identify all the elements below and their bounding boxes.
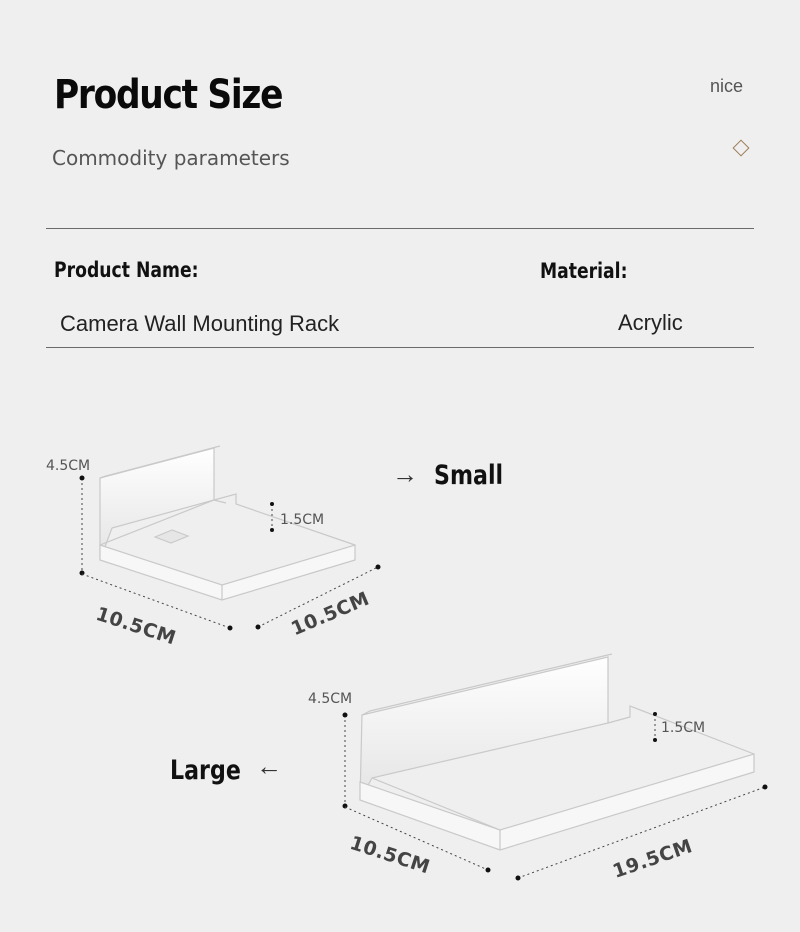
- large-height-label: 4.5CM: [308, 691, 353, 707]
- page-subtitle: Commodity parameters: [52, 146, 290, 170]
- product-name-label: Product Name:: [54, 258, 199, 282]
- large-width-label: 19.5CM: [610, 835, 696, 883]
- large-depth-label: 10.5CM: [347, 832, 433, 879]
- small-height-label: 4.5CM: [46, 458, 91, 474]
- large-lip-label: 1.5CM: [661, 720, 706, 736]
- large-shelf: [360, 654, 754, 850]
- arrow-right-icon: →: [392, 459, 418, 489]
- small-width-label: 10.5CM: [288, 587, 373, 641]
- product-name-value: Camera Wall Mounting Rack: [60, 311, 340, 336]
- arrow-left-icon: ←: [256, 751, 282, 781]
- small-lip-label: 1.5CM: [280, 512, 325, 528]
- small-size-label: Small: [434, 460, 504, 491]
- material-value: Acrylic: [618, 310, 683, 335]
- material-label: Material:: [540, 259, 628, 283]
- small-depth-label: 10.5CM: [93, 603, 179, 650]
- tag-text: nice: [710, 76, 744, 96]
- large-size-label: Large: [170, 755, 241, 786]
- page-title: Product Size: [54, 72, 283, 118]
